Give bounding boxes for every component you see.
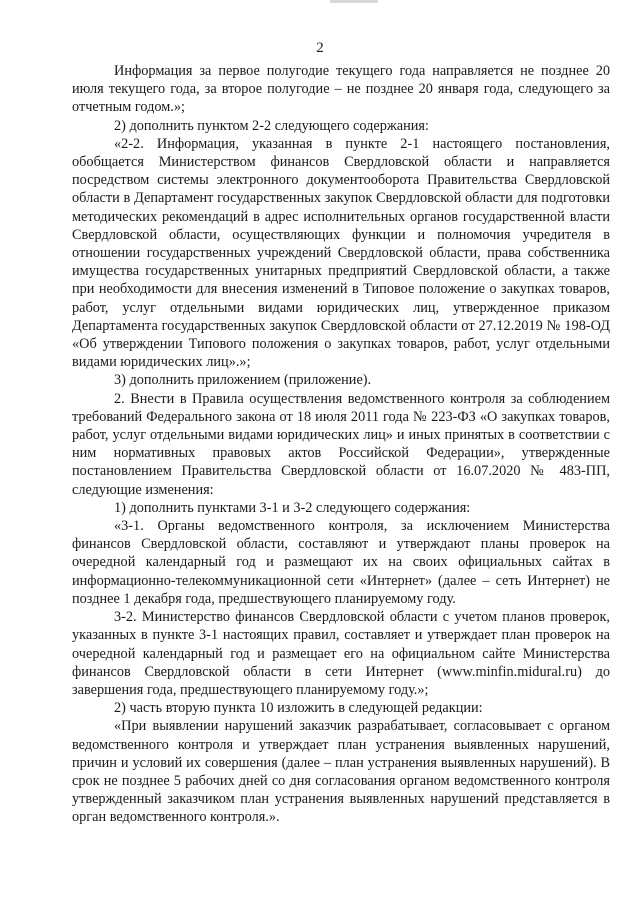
paragraph: 1) дополнить пунктами 3-1 и 3-2 следующего содержания:: [114, 499, 471, 516]
paragraph: 3-2. Министерство финансов Свердловской области с учетом планов проверок, указанных в пункте 3-1 настоящих правил, составляет и утверждает план проверок на очередной календарный год и размещает его на официальном сайте Министерства финансов Свердловской области в сети Интернет (www.minfin.midural.ru) до завершения года, предшествующего планируемому году.»;: [72, 609, 610, 698]
scan-artifact: [330, 0, 378, 3]
paragraph: 2) дополнить пунктом 2-2 следующего содержания:: [114, 117, 429, 134]
page-number: 2: [316, 40, 324, 56]
paragraph: 2) часть вторую пункта 10 изложить в следующей редакции:: [114, 700, 483, 717]
paragraph: «3-1. Органы ведомственного контроля, за исключением Министерства финансов Свердловской области, составляют и утверждают планы проверок на очередной календарный год и размещают их на своих официальных сайтах в информационно-телекоммуникационной сети «Интернет» (далее – сеть Интернет) не позднее 1 декабря года, предшествующего планируемому году.: [72, 518, 610, 607]
document-body: [72, 62, 610, 827]
paragraph: Информация за первое полугодие текущего года направляется не позднее 20 июля текущего года, за второе полугодие – не позднее 20 января года, следующего за отчетным годом.»;: [72, 63, 610, 116]
paragraph: «2-2. Информация, указанная в пункте 2-1 настоящего постановления, обобщается Министерством финансов Свердловской области и направляется посредством системы электронного документооборота Правительства Свердловской области в Департамент государственных закупок Свердловской области для подготовки методических рекомендаций в адрес исполнительных органов государственной власти Свердловской области, осуществляющих функции и полномочия учредителя в отношении государственных учреждений Свердловской области, права собственника имущества государственных унитарных предприятий Свердловской области, а также при необходимости для внесения изменений в Типовое положение о закупках товаров, работ, услуг отдельными видами юридических лиц, утвержденное приказом Департамента государственных закупок Свердловской области от 27.12.2019 № 198-ОД «Об утверждении Типового положения о закупках товаров, работ, услуг отдельными видами юридических лиц».»;: [72, 135, 610, 371]
paragraph: «При выявлении нарушений заказчик разрабатывает, согласовывает с органом ведомственного контроля и утверждает план устранения выявленных нарушений, причин и условий их совершения (далее – план устранения выявленных нарушений). В срок не позднее 5 рабочих дней со дня согласования органом ведомственного контроля утвержденный заказчиком план устранения выявленных нарушений представляется в орган ведомственного контроля.».: [72, 718, 610, 826]
paragraph: 3) дополнить приложением (приложение).: [114, 372, 372, 389]
paragraph: 2. Внести в Правила осуществления ведомственного контроля за соблюдением требований Федерального закона от 18 июля 2011 года № 223-ФЗ «О закупках товаров, работ, услуг отдельными видами юридических лиц» и иных принятых в соответствии с ним нормативных правовых актов Российской Федерации», утвержденные постановлением Правительства Свердловской области от 16.07.2020 № 483-ПП, следующие изменения:: [72, 390, 610, 498]
